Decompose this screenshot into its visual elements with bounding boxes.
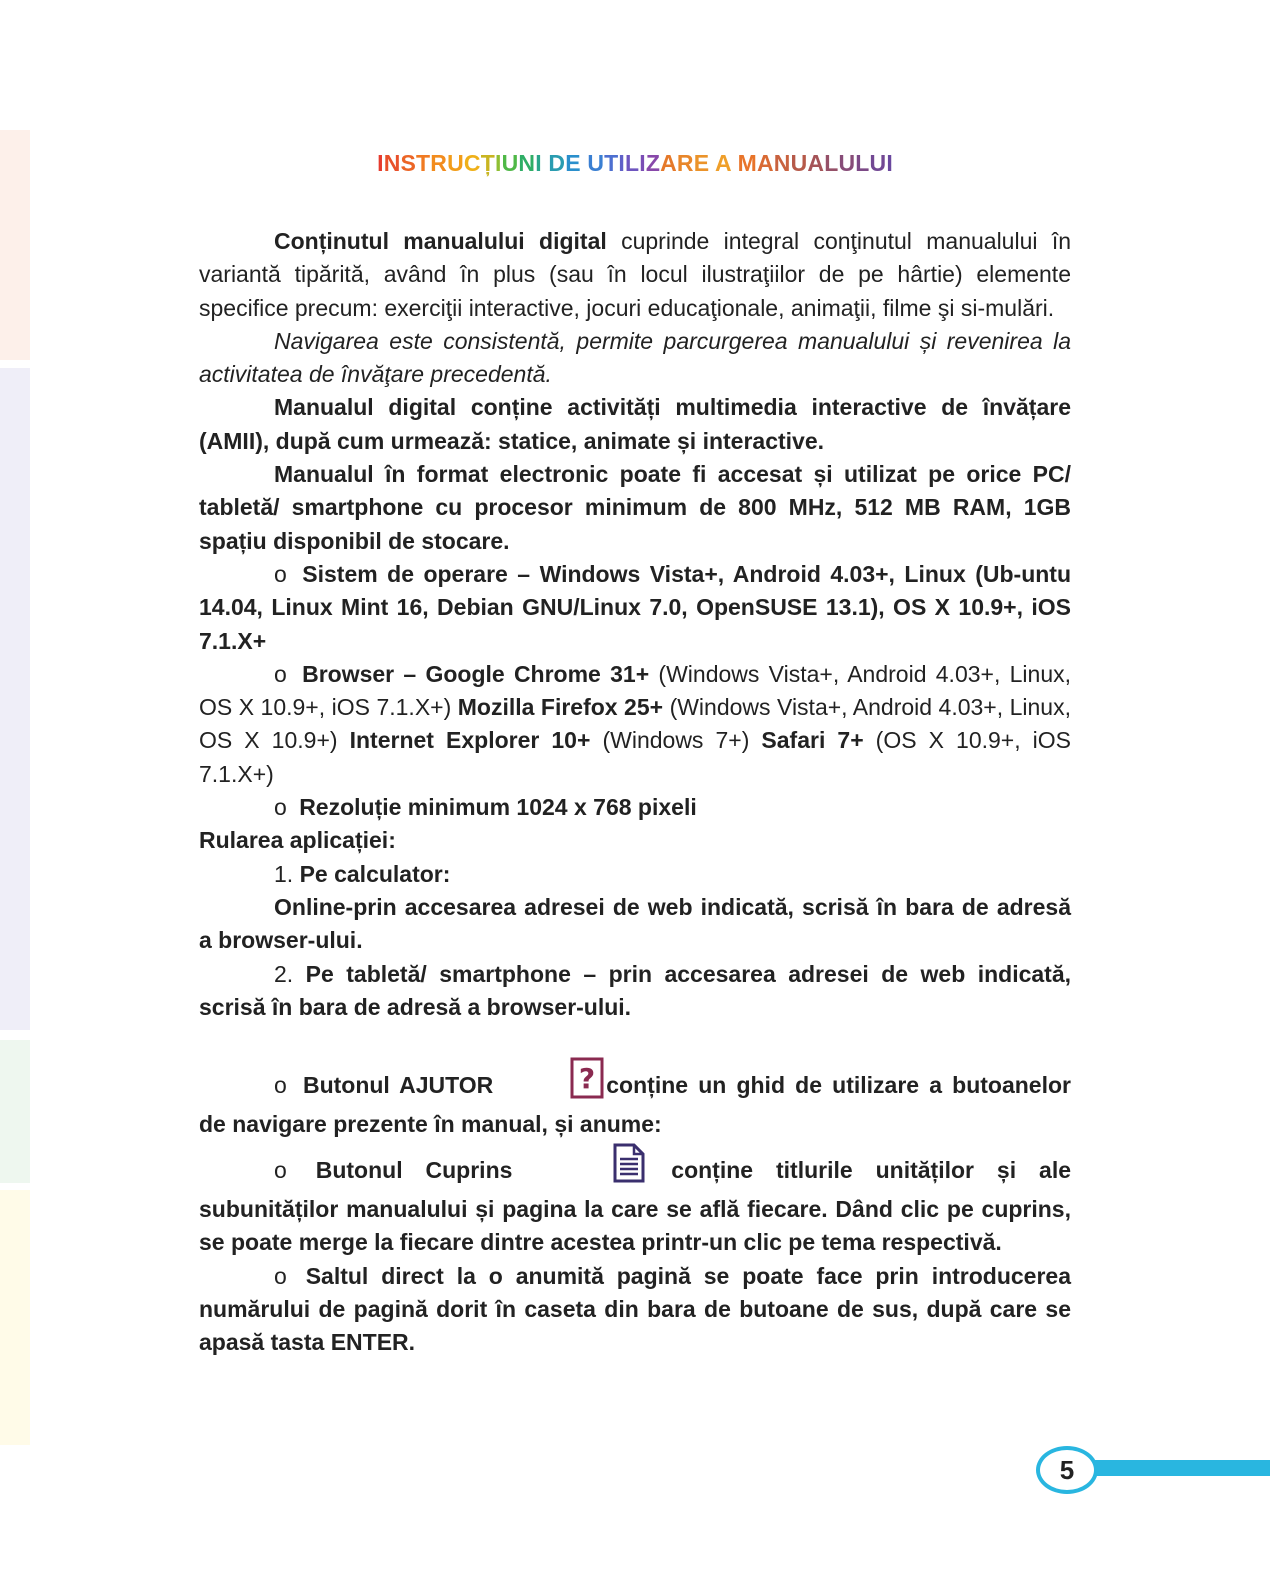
title-letter: S [400, 150, 417, 176]
title-letter: U [447, 150, 464, 176]
edge-tab-yellow [0, 1190, 30, 1445]
title-letter: R [430, 150, 448, 176]
title-letter: U [838, 150, 856, 176]
svg-text:?: ? [579, 1062, 596, 1096]
run-heading: Rularea aplicației: [199, 827, 396, 854]
spacer [199, 1024, 1071, 1057]
item-tablet: 2. Pe tabletă/ smartphone – prin accesarea adresei de web indicată, scrisă în bara de adresă a browser-ului. [199, 960, 1072, 1020]
title-letter: U [587, 150, 605, 176]
title-letter: A [660, 150, 677, 176]
paragraph-navigation: Navigarea este consistentă, permite parcurgerea manualului și revenirea la activitatea de învăţare precedentă. [199, 327, 1071, 388]
title-letter [731, 150, 738, 176]
title-letter: U [501, 150, 519, 176]
title-letter: I [535, 150, 542, 176]
bullet-browsers: o Browser – Google Chrome 31+ (Windows Vista+, Android 4.03+, Linux, OS X 10.9+, iOS 7.1.X+) Mozilla Firefox 25+ (Windows Vista+, Android 4.03+, Linux, OS X 10.9+) Internet Explorer 10+ (Windows 7+) Safari 7+ (OS X 10.9+, iOS 7.1.X+) [199, 660, 1072, 787]
bullet-symbol: o [274, 560, 287, 587]
bullet-contents-button: o Butonul Cuprins conține titlurile unităților și ale subunităților manualului și pagina la care se află fiecare. Dând clic pe cuprins, se poate merge la fiecare dintre acestea printr-un clic pe tema respectivă. [199, 1142, 1071, 1260]
title-letter: U [790, 150, 808, 176]
bullet-symbol: o [274, 794, 287, 821]
edge-tab-green [0, 1040, 30, 1183]
paragraph-requirements: Manualul în format electronic poate fi accesat și utilizat pe orice PC/ tabletă/ smartphone cu procesor minimum de 800 MHz, 512 MB RAM, 1GB spațiu disponibil de stocare. [199, 461, 1071, 554]
title-letter: D [548, 150, 566, 176]
title-letter: I [618, 150, 625, 176]
title-letter: I [494, 150, 502, 176]
title-letter: I [886, 150, 893, 176]
title-letter: N [518, 150, 536, 176]
help-icon[interactable] [495, 1057, 604, 1108]
bullet-symbol: o [274, 1156, 287, 1183]
title-letter: A [756, 150, 774, 176]
title-letter: U [869, 150, 887, 176]
title-letter: Z [645, 150, 661, 176]
bullet-symbol: o [274, 1072, 287, 1099]
title-letter: T [416, 150, 431, 176]
title-letter: A [807, 150, 825, 176]
title-letter: Ț [480, 150, 495, 176]
title-letter: N [383, 150, 401, 176]
title-letter: E [565, 150, 581, 176]
bullet-help-button: o Butonul AJUTOR ? conține un ghid de utilizare a butoanelor de navigare prezente în manual, și anume: [199, 1057, 1071, 1142]
bullet-resolution: o Rezoluție minimum 1024 x 768 pixeli [274, 794, 697, 821]
paragraph-amii: Manualul digital conține activități multimedia interactive de învățare (AMII), după cum urmează: statice, animate și interactive. [199, 394, 1071, 454]
title-letter: L [824, 150, 839, 176]
title-letter: N [773, 150, 791, 176]
paragraph-online: Online-prin accesarea adresei de web indicată, scrisă în bara de adresă a browser-ului. [199, 893, 1071, 954]
paragraph-intro: Conținutul manualului digital cuprinde integral conţinutul manualului în variantă tipărită, având în plus (sau în locul ilustraţiilor de pe hârtie) elemente specifice precum: exerciţii interactive, jocuri educaţionale, animaţii, filme şi si-mulări. [199, 228, 1071, 321]
bullet-operating-system: o Sistem de operare – Windows Vista+, Android 4.03+, Linux (Ub-untu 14.04, Linux Mint 16, Debian GNU/Linux 7.0, OpenSUSE 13.1), OS X 10.9+, iOS 7.1.X+ [199, 560, 1071, 654]
title-letter: I [377, 150, 384, 176]
document-icon[interactable] [537, 1142, 646, 1193]
bullet-page-jump: o Saltul direct la o anumită pagină se poate face prin introducerea numărului de pagină dorit în caseta din bara de butoane de sus, după care se apasă tasta ENTER. [199, 1262, 1072, 1356]
title-letter: I [639, 150, 646, 176]
title-letter: T [604, 150, 619, 176]
title-letter: A [715, 150, 731, 176]
page-number: 5 [1036, 1446, 1098, 1494]
edge-tab-lavender [0, 368, 30, 1030]
title-letter: E [693, 150, 710, 176]
title-letter: L [625, 150, 640, 176]
page-number-bar [1080, 1460, 1270, 1476]
bullet-symbol: o [274, 1262, 287, 1289]
page-content [199, 225, 1071, 1360]
bullet-symbol: o [274, 660, 287, 687]
title-letter: L [855, 150, 870, 176]
title-letter: C [463, 150, 481, 176]
title-letter: M [737, 150, 757, 176]
page-title [0, 150, 1270, 177]
title-letter: R [676, 150, 694, 176]
item-computer: 1. Pe calculator: [274, 860, 451, 887]
